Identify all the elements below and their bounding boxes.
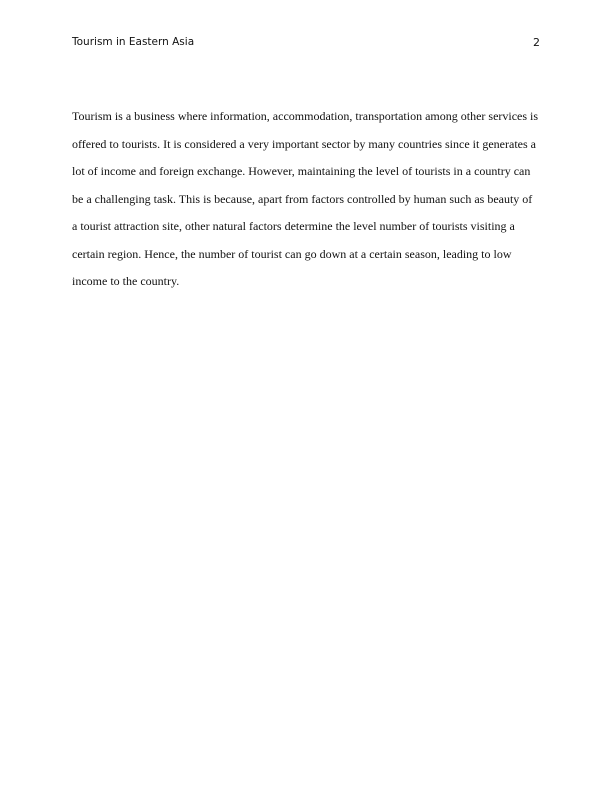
paragraph-line: be a challenging task. This is because, apart from factors controlled by human such as beauty of bbox=[72, 191, 533, 206]
paragraph-line: certain region. Hence, the number of tourist can go down at a certain season, leading to low bbox=[72, 246, 512, 261]
paragraph-line: offered to tourists. It is considered a very important sector by many countries since it generates a bbox=[72, 136, 536, 151]
page-number: 2 bbox=[533, 36, 540, 49]
paragraph-line: a tourist attraction site, other natural factors determine the level number of tourists visiting a bbox=[72, 219, 515, 233]
paragraph-line: Tourism is a business where information, accommodation, transportation among other services is bbox=[72, 109, 539, 123]
running-head: Tourism in Eastern Asia bbox=[72, 36, 195, 48]
paragraph-line: lot of income and foreign exchange. However, maintaining the level of tourists in a country can bbox=[72, 164, 531, 178]
paragraph-line: income to the country. bbox=[72, 274, 180, 288]
body-paragraph bbox=[72, 106, 542, 299]
